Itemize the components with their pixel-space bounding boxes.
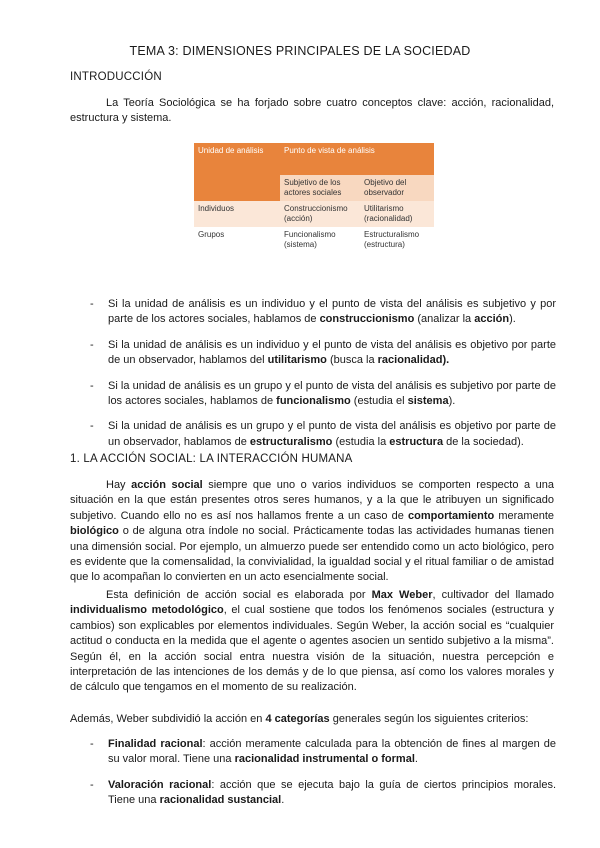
bullet-bold: estructura [389,435,444,448]
para-text: Hay [106,479,132,491]
table-header-unit: Unidad de análisis [194,143,280,201]
para-bold: individualismo metodológico [70,604,224,617]
bullet-dash: - [90,338,94,351]
bullet-text: . [281,794,285,807]
bullet-text: ). [448,395,456,408]
bullet-text: Si la unidad de análisis es un grupo y el punto de vista del análisis es subjetivo por parte de los actores sociales, hablamos de [108,379,556,408]
para-text: , el cual sostiene que todos los fenómenos sociales (estructura y cambios) son explicables por elementos individuales. Según Weber, la acción social es “cualquier actitud o conducta en la medida que el agente o agentes asocien un sentido subjetivo a la misma”. Según él, en la acción social entra nuestra visión de la situación, nuestra percepción e interpretación de las intenciones de los demás y de lo que piensa, así como los valores morales y de cálculo que tengamos en el momento de su realización. [70,604,554,694]
table-sub-objective: Objetivo del observador [360,175,434,201]
bullet-text: de la sociedad). [443,435,524,448]
bullet-text: : acción que se ejecuta bajo la guía de ciertos principios morales. Tiene una [108,778,556,807]
theory-bullet-list [90,297,556,450]
bullet-text: (busca la [326,354,378,367]
bullet-bold: sistema [407,395,449,408]
bullet-bold: Finalidad racional [108,738,203,750]
list-item [90,379,556,410]
section-paragraph-1 [70,478,554,586]
bullet-text: Si la unidad de análisis es un individuo y el punto de vista del análisis es subjetivo y por parte de los actores sociales, hablamos de [108,298,556,326]
bullet-bold: funcionalismo [276,395,351,408]
para-text: o de alguna otra índole no social. Prácticamente todas las actividades humanas tienen una dimensión social. Por ejemplo, un almuerzo puede ser entendido como un acto biológico, pero es evidente que la comensalidad, la convivialidad, la igualdad social y el ritual familiar o de amistad que lo acompañan lo convierten en un acto esencialmente social. [70,525,554,584]
table-cell: Construccionismo (acción) [280,201,360,227]
bullet-dash: - [90,420,94,433]
bullet-text: Si la unidad de análisis es un individuo y el punto de vista del análisis es objetivo por parte de un observador, hablamos del [108,338,556,367]
intro-heading: INTRODUCCIÓN [70,71,162,83]
table-header-point: Punto de vista de análisis [280,143,434,175]
para-text: Esta definición de acción social es elaborada por [106,589,372,601]
table-cell: Utilitarismo (racionalidad) [360,201,434,227]
list-item [90,338,556,369]
section-paragraph-2 [70,588,554,696]
bullet-bold: racionalidad). [377,354,450,367]
section-paragraph-3 [70,712,554,727]
list-item [90,297,556,328]
analysis-table [194,143,434,253]
bullet-dash: - [90,778,94,791]
para-bold: comportamiento [408,509,495,522]
para-bold: acción social [131,479,203,491]
bullet-dash: - [90,379,94,392]
bullet-bold: acción [474,313,510,326]
bullet-text: (analizar la [414,313,475,326]
table-row-label: Grupos [194,227,280,253]
table-row-label: Individuos [194,201,280,227]
bullet-dash: - [90,738,94,750]
category-bullet-list [90,737,556,809]
section-heading: 1. LA ACCIÓN SOCIAL: LA INTERACCIÓN HUMANA [70,453,353,465]
table-cell: Funcionalismo (sistema) [280,227,360,253]
page-title: TEMA 3: DIMENSIONES PRINCIPALES DE LA SOCIEDAD [129,44,471,58]
list-item [90,419,556,450]
bullet-bold: racionalidad instrumental o formal [234,753,415,766]
para-text: meramente [494,509,554,522]
bullet-bold: utilitarismo [267,354,327,367]
para-text: , cultivador del llamado [432,589,555,601]
para-bold: Max Weber [371,589,433,601]
bullet-bold: racionalidad sustancial [159,794,282,807]
para-text: siempre que uno o varios individuos se comporten respecto a una situación en la que están presentes otros seres humanos, y a la que le atribuyen un significado subjetivo. Cuando ello no es así nos hallamos frente a un caso de [70,479,555,522]
bullet-text: (estudia el [350,395,408,408]
list-item [90,778,556,809]
bullet-bold: Valoración racional [108,778,212,791]
bullet-bold: estructuralismo [249,435,333,448]
bullet-text: Si la unidad de análisis es un grupo y el punto de vista del análisis es objetivo por parte de un observador, hablamos de [108,420,556,448]
intro-paragraph: La Teoría Sociológica se ha forjado sobre cuatro conceptos clave: acción, racionalidad, estructura y sistema. [70,97,554,125]
para-bold: biológico [70,525,119,538]
table-cell: Estructuralismo (estructura) [360,227,434,253]
list-item [90,737,556,768]
bullet-bold: construccionismo [319,313,415,326]
bullet-text: ). [509,313,516,326]
bullet-text: : acción meramente calculada para la obtención de fines al margen de su valor moral. Tiene una [108,738,556,766]
table-sub-subjective: Subjetivo de los actores sociales [280,175,360,201]
para-text: generales según los siguientes criterios: [329,713,529,725]
para-bold: 4 categorías [265,713,330,725]
bullet-text: (estudia la [332,435,390,448]
bullet-dash: - [90,298,94,310]
para-text: Además, Weber subdividió la acción en [70,713,266,725]
bullet-text: . [414,753,418,766]
